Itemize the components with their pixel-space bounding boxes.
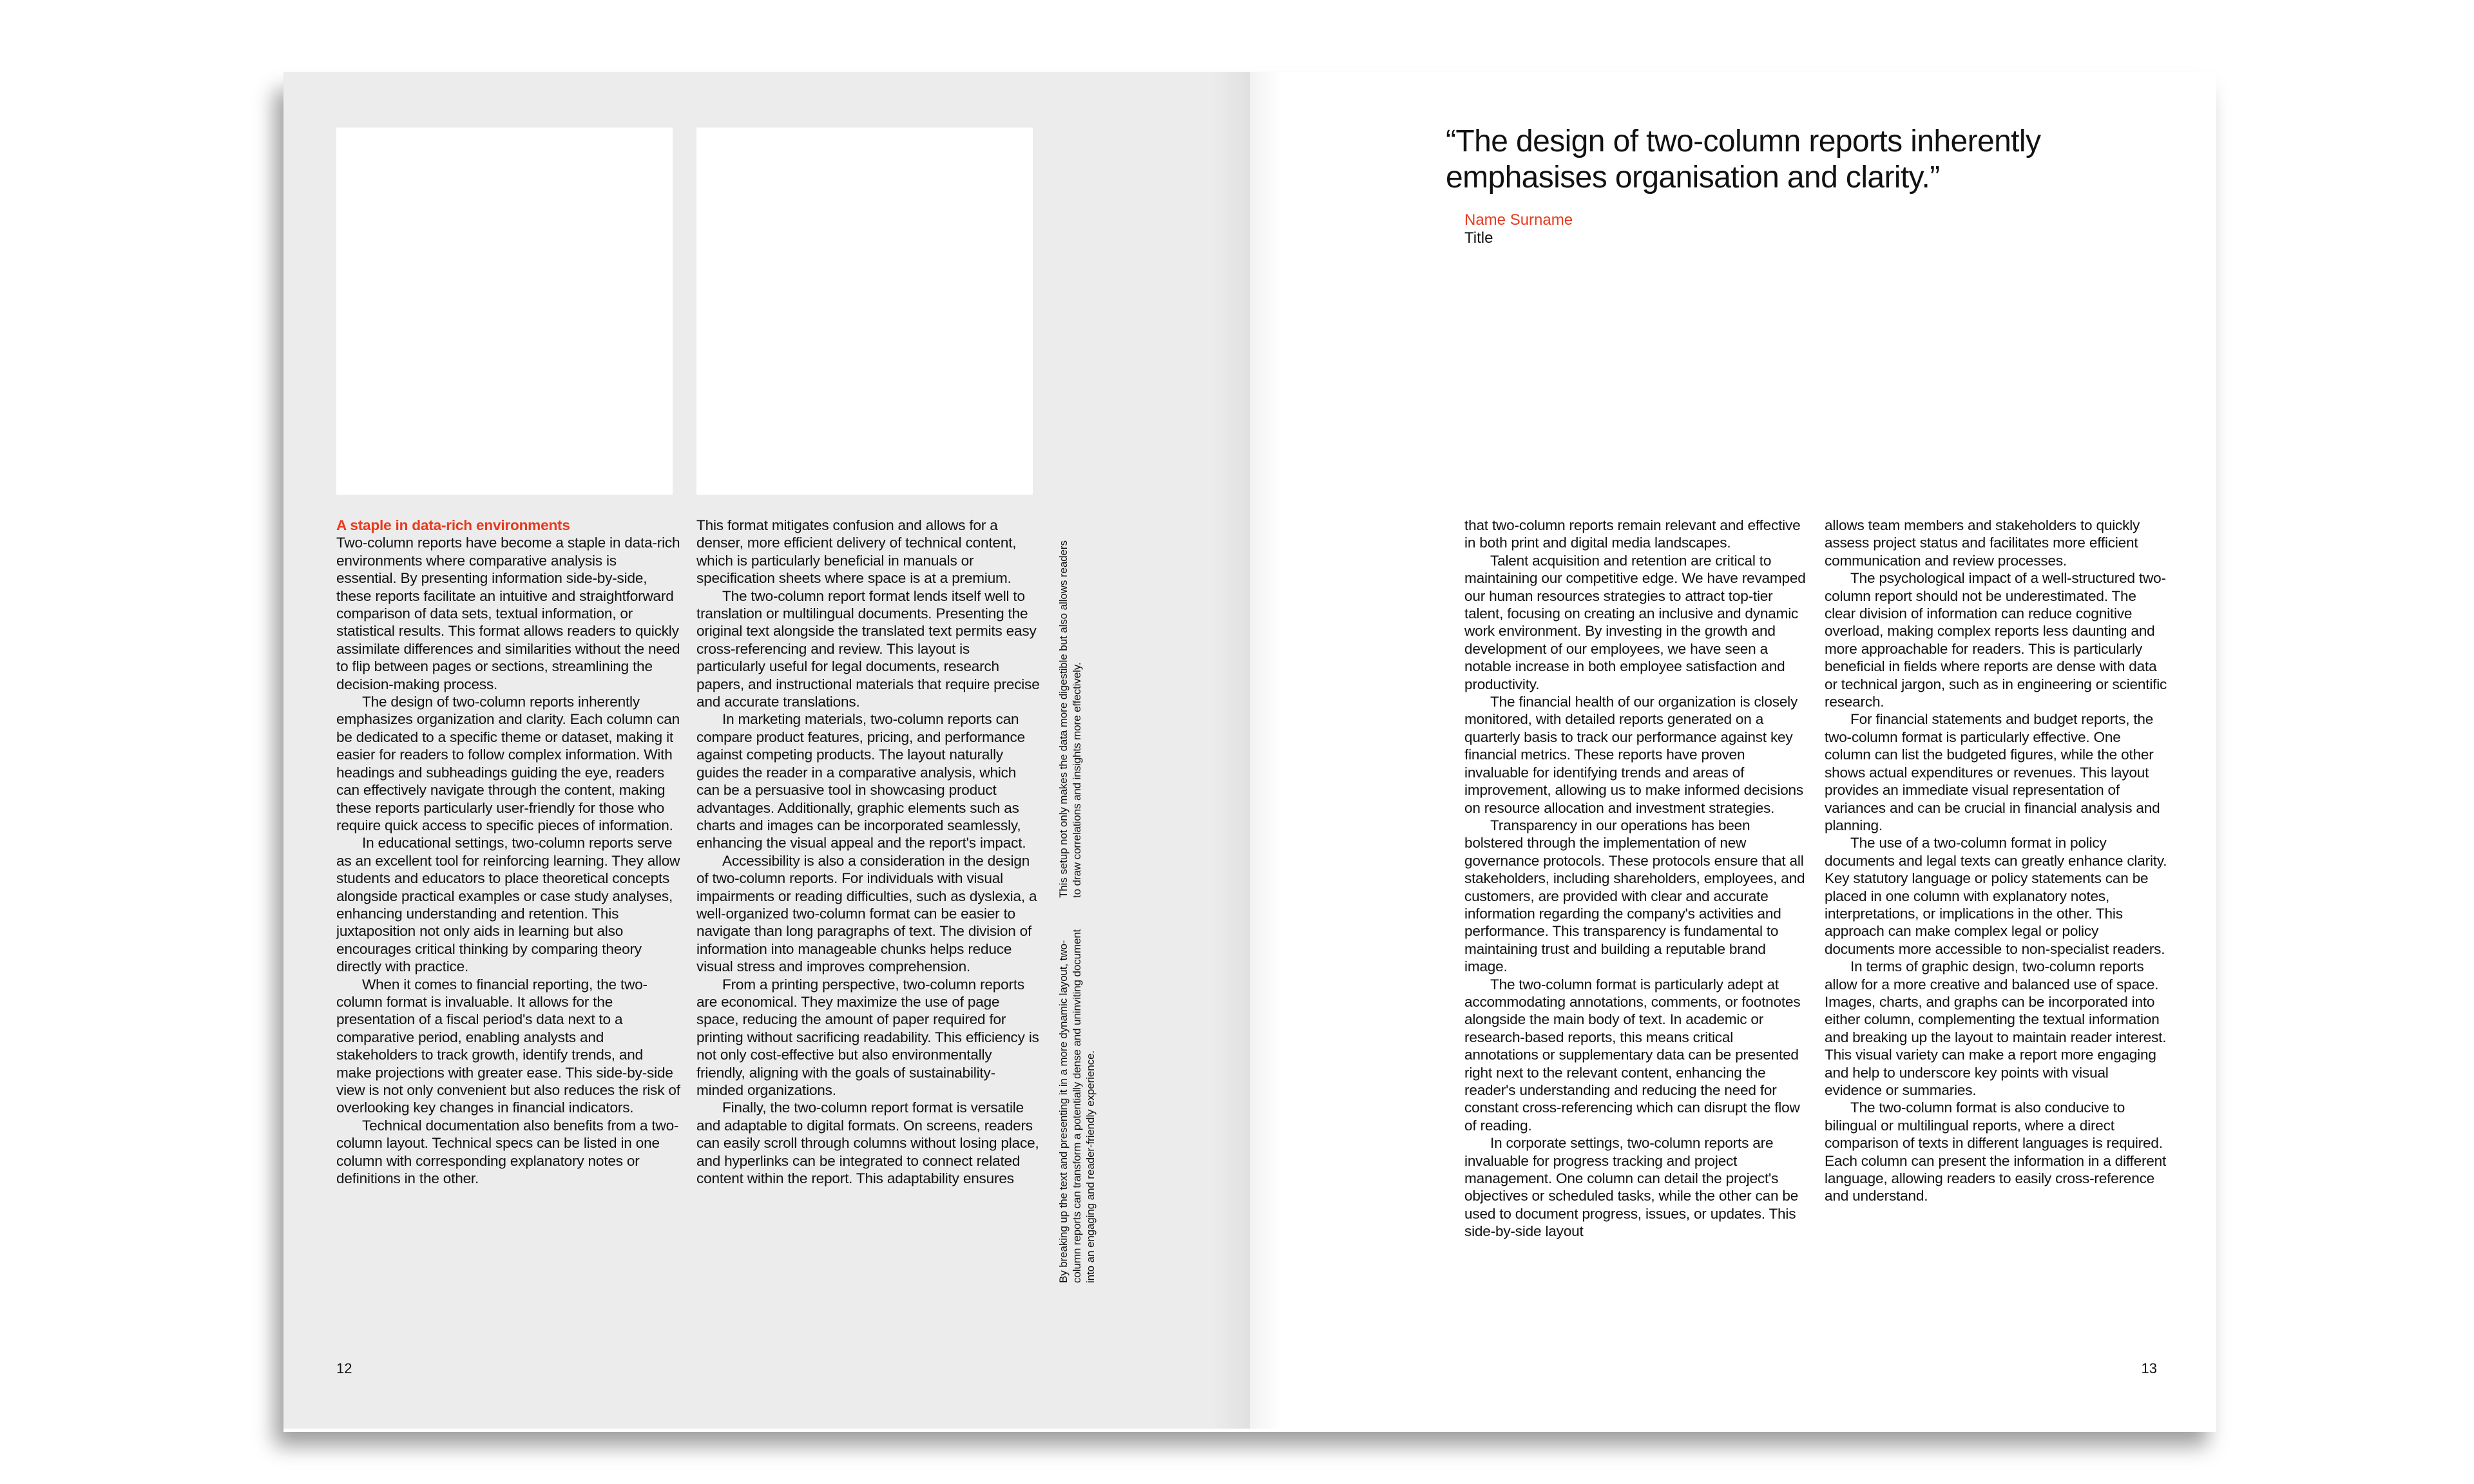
paragraph: Technical documentation also benefits from a two-column layout. Technical specs can be listed in one column with corresponding explanatory notes or definitions in the other.	[336, 1117, 679, 1187]
paragraph: This format mitigates confusion and allows for a denser, more efficient delivery of technical content, which is particularly beneficial in manuals or specification sheets where space is at a premium.	[696, 517, 1017, 587]
paragraph: For financial statements and budget reports, the two-column format is particularly effective. One column can list the budgeted figures, while the other shows actual expenditures or revenues. This layout provides an immediate visual representation of variances and can be crucial in financial analysis and planning.	[1825, 711, 2160, 833]
paragraph: The two-column format is also conducive to bilingual or multilingual reports, where a direct comparison of texts in different languages is required. Each column can present the information in a different language, allowing readers to easily cross-reference and understand.	[1825, 1099, 2167, 1204]
paragraph: The design of two-column reports inherently emphasizes organization and clarity. Each column can be dedicated to a specific theme or dataset, making it easier for readers to follow complex information. With headings and subheadings guiding the eye, readers can effectively navigate through the content, making these reports particularly user-friendly for those who require quick access to specific pieces of information.	[336, 694, 680, 833]
paragraph: Talent acquisition and retention are critical to maintaining our competitive edge. We have revamped our human resources strategies to attract top-tier talent, focusing on creating an inclusive and dynamic work environment. By investing in the growth and development of our employees, we have seen a notable increase in both employee satisfaction and productivity.	[1464, 552, 1806, 692]
paragraph: The financial health of our organization is closely monitored, with detailed reports generated on a quarterly basis to track our performance against key financial metrics. These reports have proven invaluable for identifying trends and areas of improvement, allowing us to make informed decisions on resource allocation and investment strategies.	[1464, 694, 1804, 816]
gutter-shadow	[1211, 72, 1250, 1429]
gutter-shadow	[1250, 72, 1282, 1429]
quote-author-title: Title	[1464, 229, 1493, 247]
image-placeholder-1	[336, 128, 673, 495]
left-page-column-1	[336, 517, 680, 1187]
paragraph: Finally, the two-column report format is versatile and adaptable to digital formats. On screens, readers can easily scroll through columns without losing place, and hyperlinks can be integrated to connect related content within the report. This adaptability ensures	[696, 1099, 1039, 1187]
paragraph: When it comes to financial reporting, the two-column format is invaluable. It allows for the presentation of a fiscal period's data next to a comparative period, enabling analysts and stakeholders to track growth, identify trends, and make projections with greater ease. This side-by-side view is not only convenient but also reduces the risk of overlooking key changes in financial indicators.	[336, 976, 680, 1116]
paragraph: In educational settings, two-column reports serve as an excellent tool for reinforcing learning. They allow students and educators to place theoretical concepts alongside practical examples or case study analyses, enhancing understanding and retention. This juxtaposition not only aids in learning but also encourages critical thinking by comparing theory directly with practice.	[336, 835, 680, 975]
side-note-2: This setup not only makes the data more digestible but also allows readers to draw correlations and insights more effectively.	[1057, 540, 1083, 898]
paragraph: Two-column reports have become a staple in data-rich environments where comparative analysis is essential. By presenting information side-by-side, these reports facilitate an intuitive and straightforward comparison of data sets, textual information, or statistical results. This format allows readers to quickly assimilate differences and similarities without the need to flip between pages or sections, streamlining the decision-making process.	[336, 535, 680, 692]
paragraph: The two-column format is particularly adept at accommodating annotations, comments, or footnotes alongside the main body of text. In academic or research-based reports, this means critical annotations or supplementary data can be presented right next to the relevant content, enhancing the reader's understanding and reducing the need for constant cross-referencing which can disrupt the flow of reading.	[1464, 976, 1801, 1134]
paragraph: allows team members and stakeholders to quickly assess project status and facilitates more efficient communication and review processes.	[1825, 517, 2140, 569]
left-page-column-2	[696, 517, 1040, 1187]
image-placeholder-2	[696, 128, 1033, 495]
paragraph: From a printing perspective, two-column reports are economical. They maximize the use of page space, reducing the amount of paper required for printing without sacrificing readability. This efficiency is not only cost-effective but also environmentally friendly, aligning with the goals of sustainability-minded organizations.	[696, 976, 1039, 1098]
paragraph: The two-column report format lends itself well to translation or multilingual documents. Presenting the original text alongside the translated text permits easy cross-referencing and review. This layout is particularly useful for legal documents, research papers, and instructional materials that require precise and accurate translations.	[696, 587, 1040, 710]
side-note-1: By breaking up the text and presenting it in a more dynamic layout, two-column reports can transform a potentially dense and uninviting document into an engaging and reader-friendly experience.	[1057, 929, 1097, 1283]
paragraph: The psychological impact of a well-structured two-column report should not be underestimated. The clear division of information can reduce cognitive overload, making complex reports less daunting and more approachable for readers. This is particularly beneficial in fields where reports are dense with data or technical jargon, such as in engineering or scientific research.	[1825, 570, 2167, 710]
left-page	[283, 72, 1250, 1429]
paragraph: The use of a two-column format in policy documents and legal texts can greatly enhance clarity. Key statutory language or policy statements can be placed in one column with explanatory notes, interpretations, or implications in the other. This approach can make complex legal or policy documents more accessible to non-specialist readers.	[1825, 835, 2167, 957]
section-heading: A staple in data-rich environments	[336, 517, 570, 533]
paragraph: that two-column reports remain relevant and effective in both print and digital media landscapes.	[1464, 517, 1801, 551]
pull-quote: “The design of two-column reports inherently emphasises organisation and clarity.”	[1446, 124, 2041, 195]
right-page-column-2	[1825, 517, 2169, 1205]
page-number-left: 12	[336, 1360, 352, 1376]
quote-author-name: Name Surname	[1464, 211, 1573, 229]
paragraph: In marketing materials, two-column reports can compare product features, pricing, and performance against competing products. The layout naturally guides the reader in a comparative analysis, which can be a persuasive tool in showcasing product advantages. Additionally, graphic elements such as charts and images can be incorporated seamlessly, enhancing the visual appeal and the report's impact.	[696, 711, 1026, 851]
right-page-column-1	[1464, 517, 1808, 1241]
paragraph: Transparency in our operations has been bolstered through the implementation of new governance protocols. These protocols ensure that all stakeholders, including shareholders, employees, and customers, are provided with clear and accurate information regarding the company's activities and performance. This transparency is fundamental to maintaining trust and building a reputable brand image.	[1464, 817, 1805, 975]
right-page	[1250, 72, 2216, 1429]
paragraph: In corporate settings, two-column reports are invaluable for progress tracking and project management. One column can detail the project's objectives or scheduled tasks, while the other can be used to document progress, issues, or updates. This side-by-side layout	[1464, 1135, 1799, 1240]
paragraph: Accessibility is also a consideration in the design of two-column reports. For individuals with visual impairments or reading difficulties, such as dyslexia, a well-organized two-column format can be easier to navigate than long paragraphs of text. The division of information into manageable chunks helps reduce visual stress and improves comprehension.	[696, 852, 1037, 975]
paragraph: In terms of graphic design, two-column reports allow for a more creative and balanced use of space. Images, charts, and graphs can be incorporated into either column, complementing the textual information and breaking up the layout to maintain reader interest. This visual variety can make a report more engaging and help to underscore key points with visual evidence or summaries.	[1825, 958, 2167, 1098]
page-number-right: 13	[2141, 1360, 2157, 1376]
